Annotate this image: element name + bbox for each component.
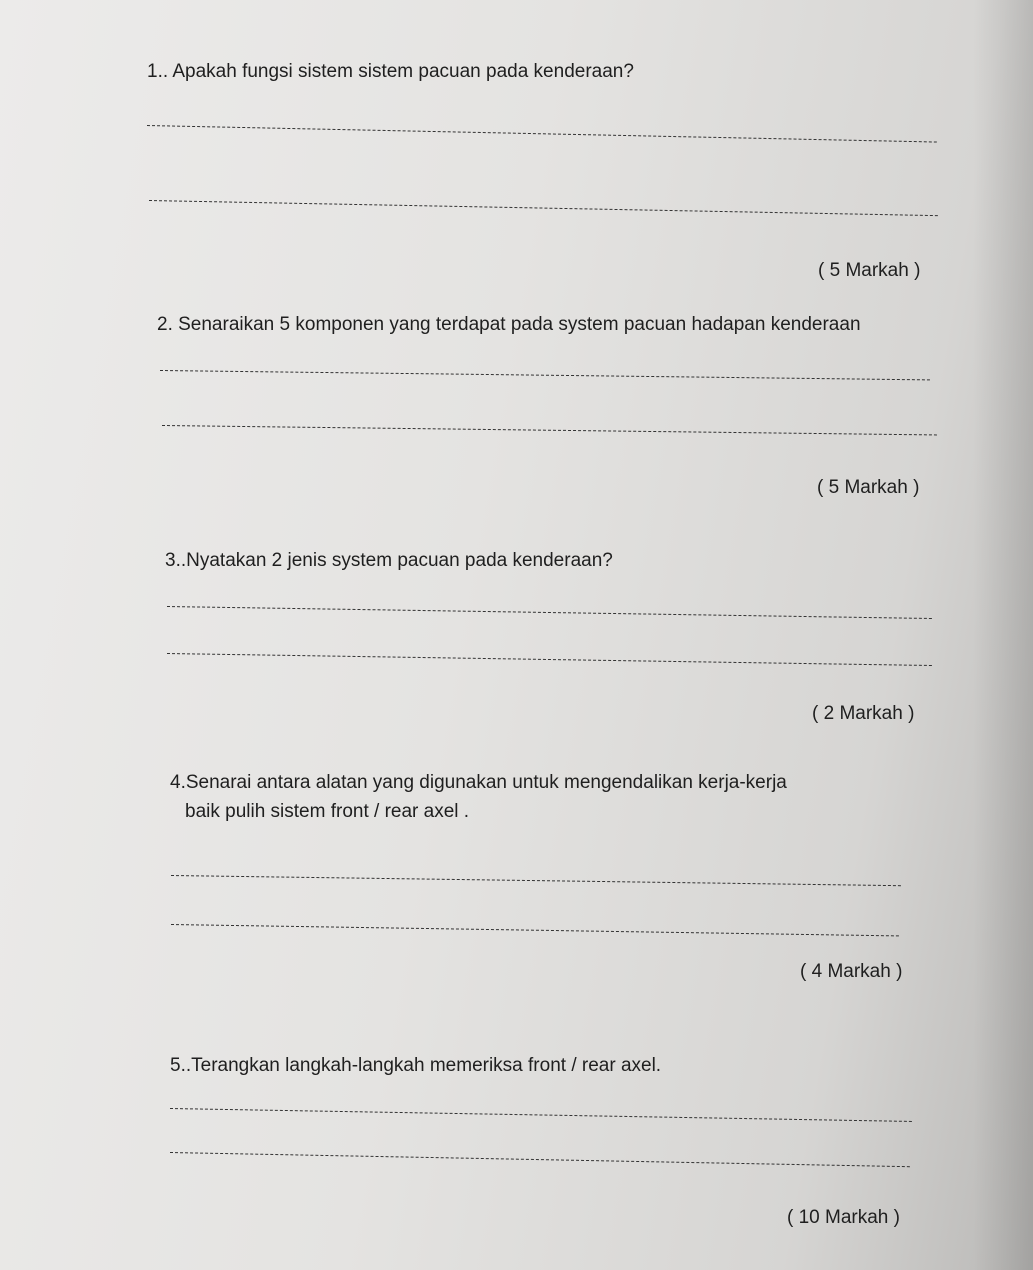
question-1-answer-line-1[interactable] <box>147 125 937 143</box>
question-5-answer-line-1[interactable] <box>170 1108 912 1122</box>
question-5-answer-line-2[interactable] <box>170 1152 910 1167</box>
question-2-answer-line-1[interactable] <box>160 370 930 380</box>
question-4-text-line-1: 4.Senarai antara alatan yang digunakan untuk mengendalikan kerja-kerja <box>170 772 787 793</box>
question-1-text: 1.. Apakah fungsi sistem sistem pacuan pada kenderaan? <box>147 61 634 82</box>
question-2-text: 2. Senaraikan 5 komponen yang terdapat pada system pacuan hadapan kenderaan <box>157 314 861 335</box>
paper-edge-shadow <box>973 0 1033 1270</box>
question-5-marks: ( 10 Markah ) <box>787 1207 900 1228</box>
question-3-answer-line-2[interactable] <box>167 653 932 666</box>
question-4-answer-line-1[interactable] <box>171 875 901 886</box>
question-1-answer-line-2[interactable] <box>149 200 938 216</box>
question-3-text: 3..Nyatakan 2 jenis system pacuan pada kenderaan? <box>165 550 613 571</box>
question-4-text-line-2: baik pulih sistem front / rear axel . <box>185 801 470 822</box>
question-2-marks: ( 5 Markah ) <box>817 477 920 498</box>
question-3-marks: ( 2 Markah ) <box>812 703 915 724</box>
question-2-answer-line-2[interactable] <box>162 425 937 435</box>
question-5-text: 5..Terangkan langkah-langkah memeriksa front / rear axel. <box>170 1055 662 1076</box>
question-4-answer-line-2[interactable] <box>171 924 899 936</box>
question-1-marks: ( 5 Markah ) <box>818 260 921 281</box>
question-4-marks: ( 4 Markah ) <box>800 961 903 982</box>
question-3-answer-line-1[interactable] <box>167 606 932 619</box>
